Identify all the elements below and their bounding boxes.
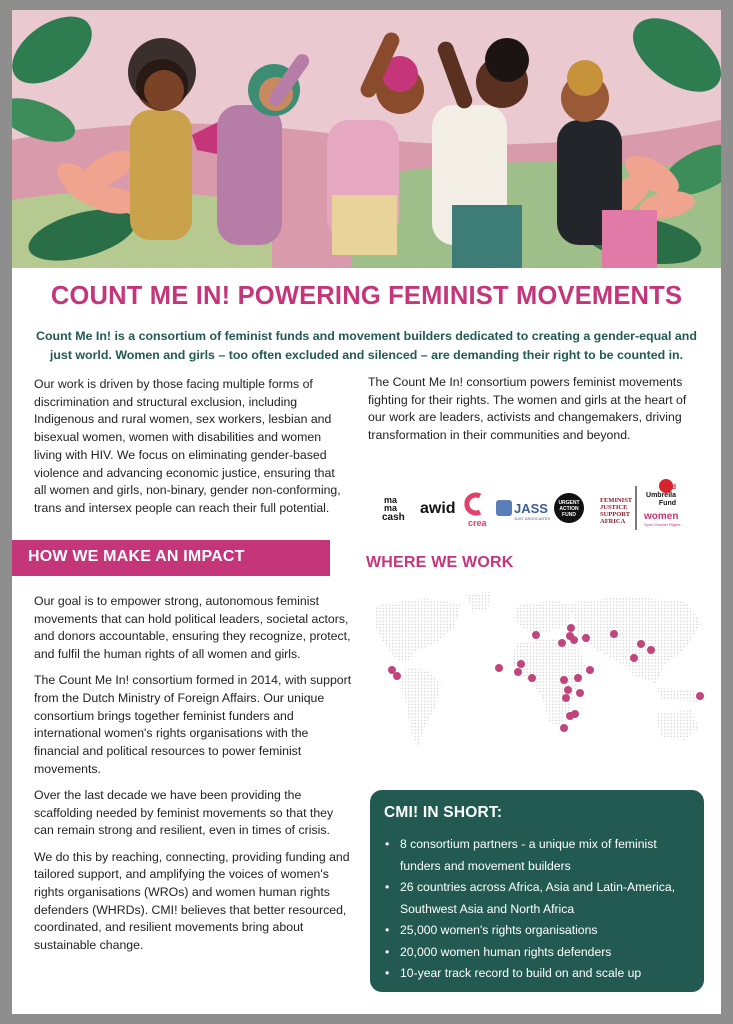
jass-logo xyxy=(496,500,550,521)
red-umbrella-fund-logo xyxy=(646,479,676,507)
who-we-serve-paragraph: Our work is driven by those facing multiple forms of discrimination and structural exclusion, including Indigenous and rural women, sex workers, lesbian and bisexual women, women with disabilities and women living with HIV. We focus on eliminating gender-based violence and advancing economic justice, ensuring that all women and girls, non-binary, gender non-conforming, trans and intersex people can reach their full potential. xyxy=(34,377,341,515)
document-page xyxy=(12,10,721,1014)
map-pin xyxy=(567,624,575,632)
consortium-paragraph: The Count Me In! consortium powers feminist movements fighting for their rights. The women and girls at the heart of our work are leaders, activists and changemakers, driving transformation in their communities and beyond. xyxy=(368,375,687,443)
where-we-work-heading: WHERE WE WORK xyxy=(366,554,514,571)
map-southeast-asia xyxy=(656,688,700,702)
map-pin xyxy=(560,724,568,732)
in-short-heading: CMI! IN SHORT: xyxy=(384,804,503,821)
impact-heading: HOW WE MAKE AN IMPACT xyxy=(28,548,245,565)
map-pin xyxy=(393,672,401,680)
partner-logos xyxy=(368,476,698,532)
hero-illustration-art xyxy=(12,10,721,268)
hero-illustration xyxy=(12,10,721,268)
list-item: • 26 countries across Africa, Asia and Latin-America, Southwest Asia and North Africa xyxy=(384,877,692,920)
red-umbrella-fund-logo-text-3: Fund xyxy=(658,500,676,507)
map-pin xyxy=(574,674,582,682)
fjs-logo-text-3: SUPPORT xyxy=(600,511,631,518)
mama-cash-logo-text-2: ma xyxy=(384,503,398,513)
history-paragraph: The Count Me In! consortium formed in 2014, with support from the Dutch Ministry of Foreign Affairs. Our unique consortium brings together feminist funders and international women's rights organisations with the financial and political resources to power feminist movements. xyxy=(34,673,352,776)
partner-logos-strip xyxy=(368,476,698,532)
map-pin xyxy=(528,674,536,682)
list-item: • 10-year track record to build on and scale up xyxy=(384,963,692,985)
map-pin xyxy=(582,634,590,642)
map-pin xyxy=(637,640,645,648)
list-item: • 25,000 women's rights organisations xyxy=(384,920,692,942)
mama-cash-logo xyxy=(382,495,405,523)
scaffolding-paragraph: Over the last decade we have been providing the scaffolding needed by feminist movements so that they can remain strong and resilient, even in times of crisis. xyxy=(34,788,334,838)
map-pin xyxy=(571,710,579,718)
jass-logo-text: JASS xyxy=(514,501,548,516)
map-australia xyxy=(656,710,700,740)
awid-logo: awid xyxy=(420,500,456,517)
map-pin xyxy=(610,630,618,638)
fjs-logo-text-1: FEMINIST xyxy=(600,497,633,504)
intro-statement: Count Me In! is a consortium of feminist funds and movement builders dedicated to creating a gender-equal and just world. Women and girls – too often excluded and silenced – are demanding their right to be counted in. xyxy=(36,329,697,362)
map-pin xyxy=(696,692,704,700)
map-pin xyxy=(532,631,540,639)
fjs-logo-text-2: JUSTICE xyxy=(600,504,628,511)
urgent-action-fund-logo-text-1: URGENT xyxy=(558,500,580,506)
map-pin xyxy=(514,668,522,676)
crea-logo-mark xyxy=(467,495,480,513)
map-europe xyxy=(514,600,576,633)
impact-body xyxy=(34,593,352,963)
crea-logo-text: crea xyxy=(468,518,487,528)
red-umbrella-fund-logo-text-2: Umbrella xyxy=(646,492,676,499)
mama-cash-logo-text-1: ma xyxy=(384,495,398,505)
jass-logo-mark xyxy=(496,500,512,516)
world-map xyxy=(366,588,706,758)
map-pin xyxy=(630,654,638,662)
map-pin xyxy=(558,639,566,647)
list-item: • 20,000 women human rights defenders xyxy=(384,942,692,964)
map-south-america xyxy=(400,668,441,748)
urgent-action-fund-logo-text-3: FUND xyxy=(562,512,576,518)
feminist-justice-support-africa-logo xyxy=(600,497,633,525)
women-logo-text: women xyxy=(644,511,679,522)
women-logo-subtext: Sport Gender Rights xyxy=(644,522,681,527)
list-item: • 8 consortium partners - a unique mix of feminist funders and movement builders xyxy=(384,834,692,877)
jass-logo-subtext: JUST ASSOCIATES xyxy=(514,516,551,521)
map-pin xyxy=(495,664,503,672)
in-short-list xyxy=(384,834,692,985)
impact-heading-banner xyxy=(12,540,330,576)
urgent-action-fund-logo xyxy=(554,493,584,523)
goal-paragraph: Our goal is to empower strong, autonomous feminist movements that can hold political leaders, societal actors, and donors accountable, ensuring they recognize, protect, and fulfil the human rights of all women and girls. xyxy=(34,594,351,662)
map-pin xyxy=(560,676,568,684)
map-pin xyxy=(647,646,655,654)
map-north-america xyxy=(374,598,461,663)
map-pin xyxy=(576,689,584,697)
fjs-logo-text-4: AFRICA xyxy=(600,518,626,525)
women-logo xyxy=(643,511,680,527)
world-map-art xyxy=(366,588,706,758)
map-pin xyxy=(564,686,572,694)
map-pin xyxy=(562,694,570,702)
map-pin xyxy=(517,660,525,668)
approach-paragraph: We do this by reaching, connecting, providing funding and tailored support, and amplifying the voices of women's rights organisations (WROs) and women human rights defenders (WHRDs). CMI! believes that better resourced, coordinated, and resilient movements bring about sustainable change. xyxy=(34,849,350,953)
map-pin xyxy=(570,636,578,644)
mama-cash-logo-text-3: cash xyxy=(382,512,405,523)
crea-logo xyxy=(467,495,488,528)
in-short-box xyxy=(370,790,704,992)
page-title: COUNT ME IN! POWERING FEMINIST MOVEMENTS xyxy=(50,282,683,310)
red-umbrella-fund-logo-text-1: Red xyxy=(662,484,676,491)
map-greenland xyxy=(466,592,491,612)
urgent-action-fund-logo-text-2: ACTION xyxy=(559,506,579,512)
map-pin xyxy=(586,666,594,674)
